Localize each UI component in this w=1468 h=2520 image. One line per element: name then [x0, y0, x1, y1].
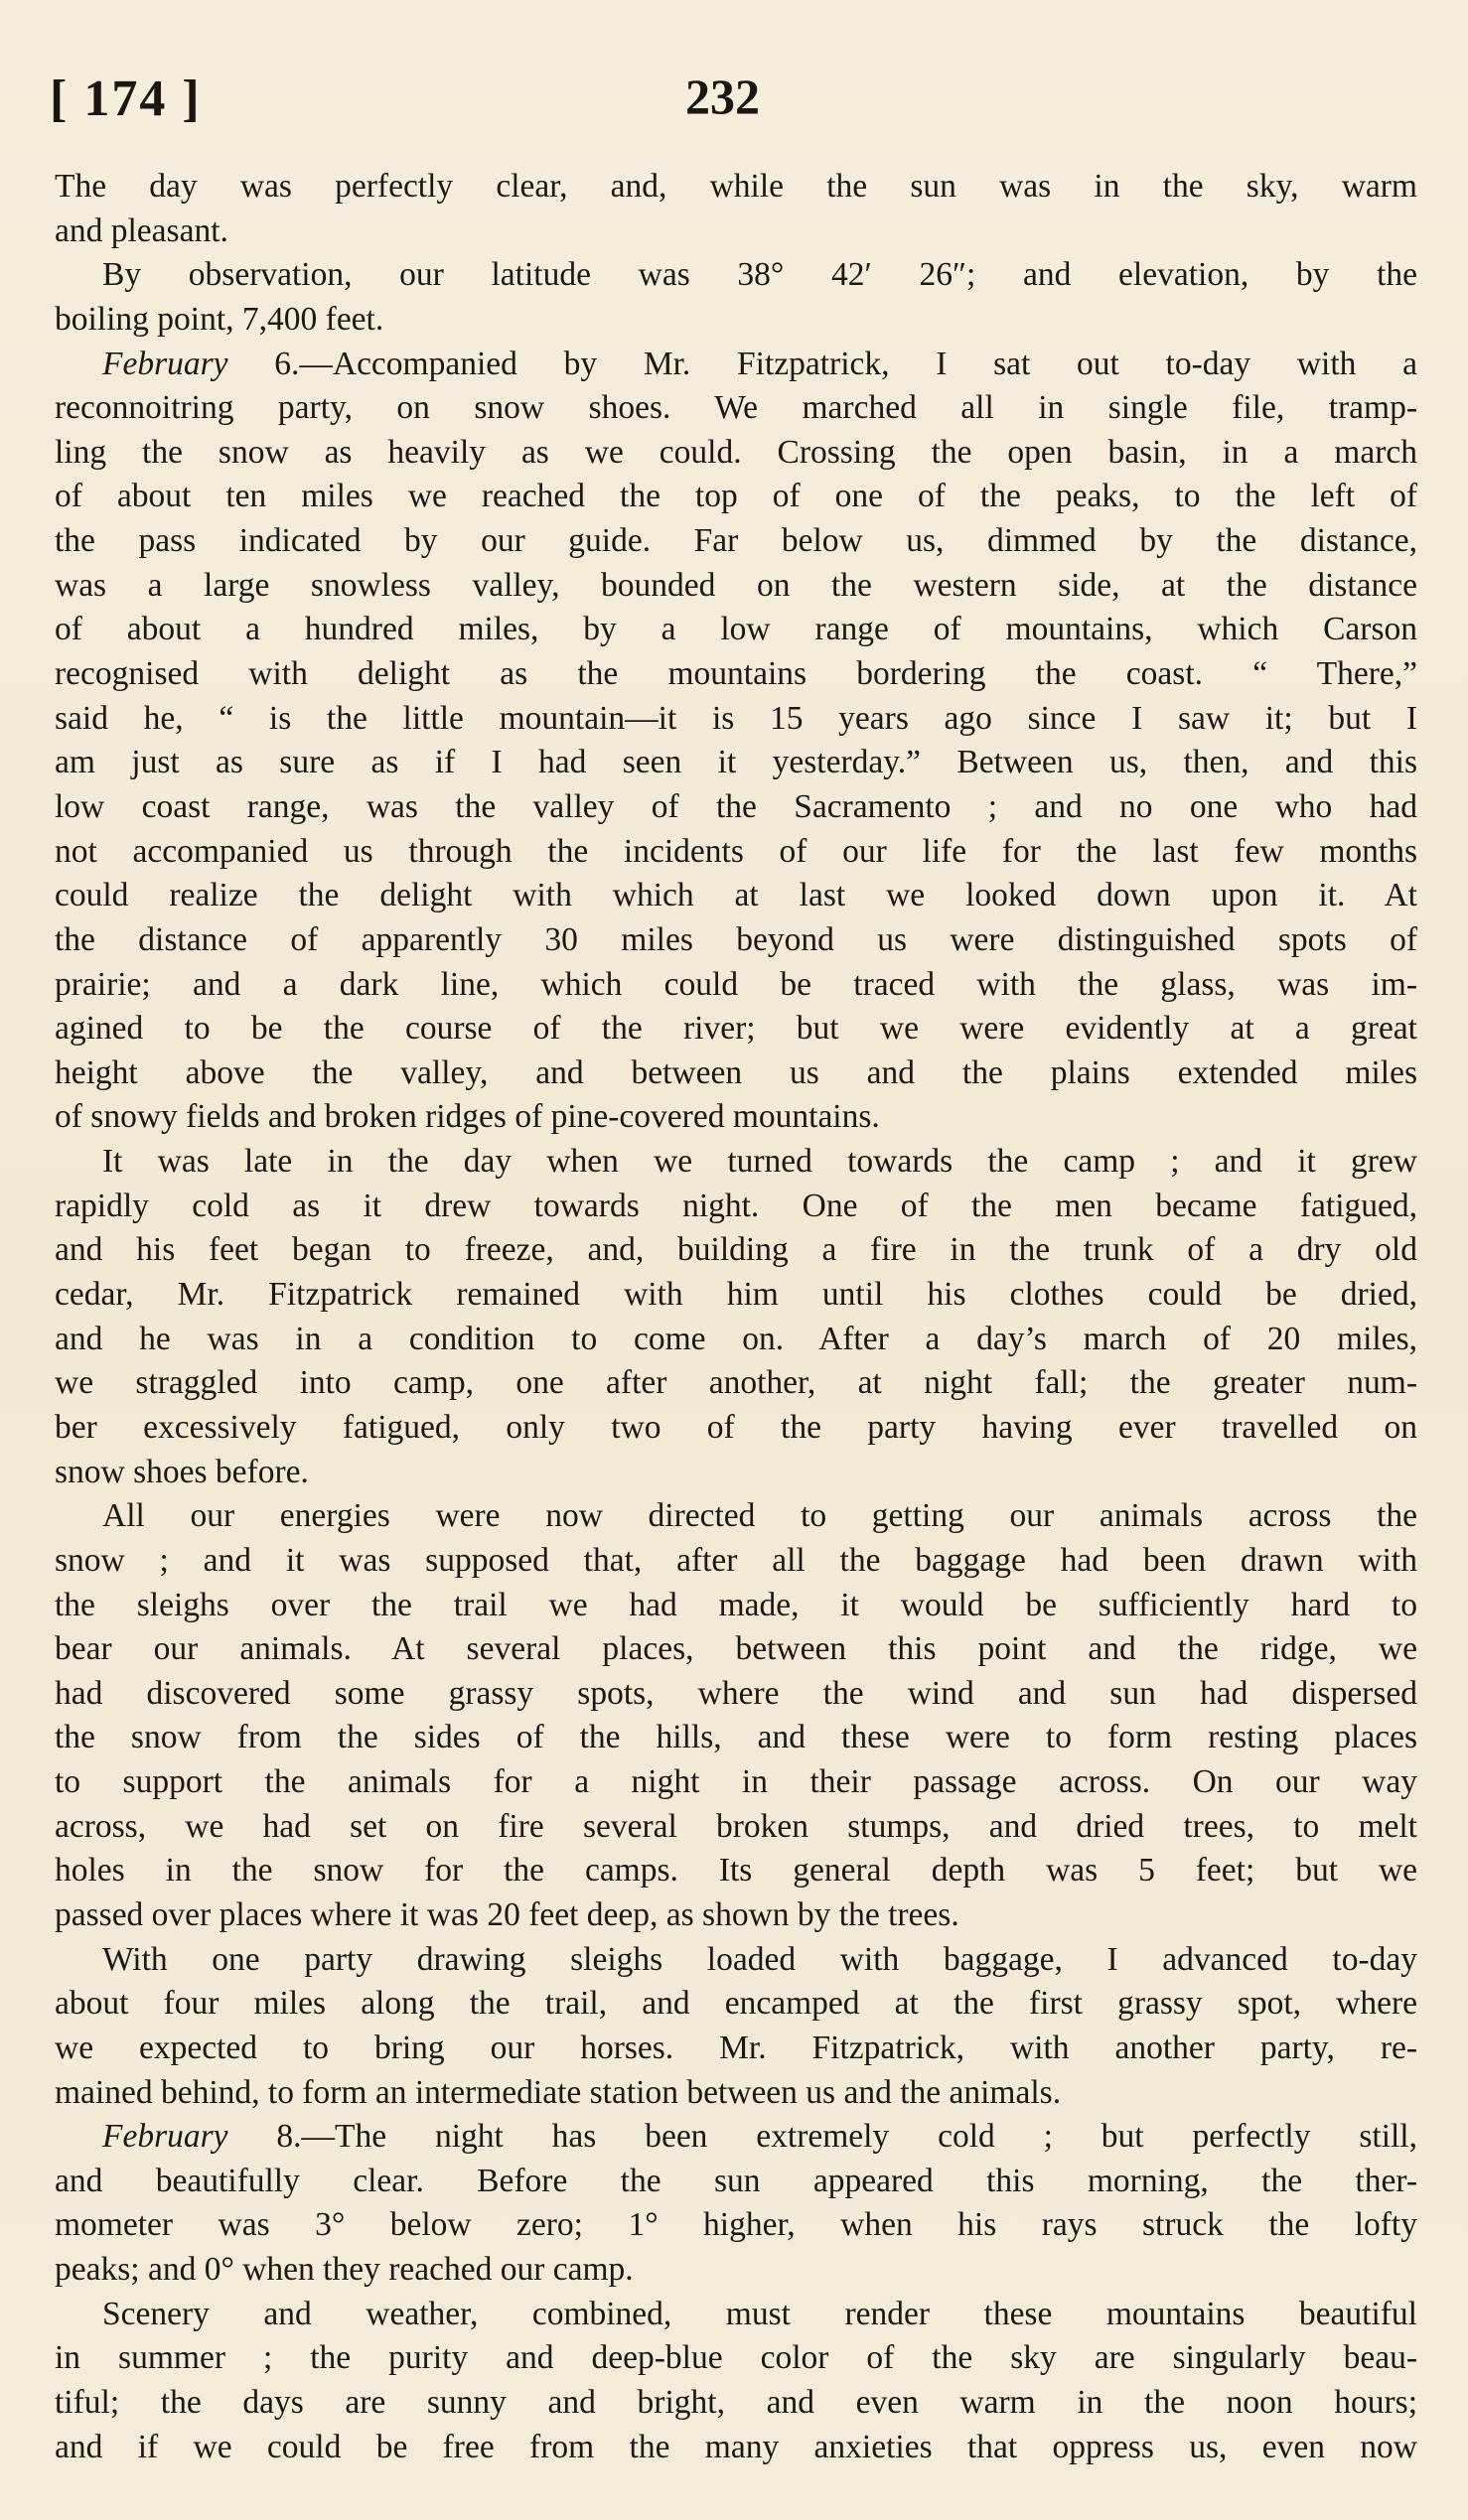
line-text: the pass indicated by our guide. Far below us, dimmed by the distance, — [55, 522, 1417, 560]
line-text: was a large snowless valley, bounded on the western side, at the distance — [55, 566, 1417, 604]
text-line — [55, 2426, 1417, 2470]
line-text: The day was perfectly clear, and, while the sun was in the sky, warm — [55, 168, 1417, 205]
line-text: and beautifully clear. Before the sun appeared this morning, the ther- — [55, 2162, 1417, 2199]
line-text: rapidly cold as it drew towards night. One of the men became fatigued, — [55, 1187, 1417, 1224]
text-line — [55, 210, 1417, 254]
text-line — [55, 1494, 1417, 1539]
text-line — [55, 1805, 1417, 1850]
text-line — [55, 386, 1417, 431]
line-text: and pleasant. — [55, 211, 228, 249]
text-line — [55, 564, 1417, 609]
line-text: Scenery and weather, combined, must render these mountains beautiful — [102, 2295, 1417, 2332]
line-text: mained behind, to form an intermediate station between us and the animals. — [55, 2073, 1062, 2111]
line-text: peaks; and 0° when they reached our camp. — [55, 2251, 634, 2289]
line-text: snow ; and it was supposed that, after all the baggage had been drawn with — [55, 1541, 1417, 1579]
line-text: could realize the delight with which at last we looked down upon it. At — [55, 877, 1417, 914]
line-text: the sleighs over the trail we had made, it would be sufficiently hard to — [55, 1586, 1417, 1623]
line-text: mometer was 3° below zero; 1° higher, when his rays struck the lofty — [55, 2206, 1417, 2244]
text-line — [55, 1273, 1417, 1318]
text-line — [55, 1982, 1417, 2027]
text-line — [55, 2381, 1417, 2426]
line-text: of about a hundred miles, by a low range of mountains, which Carson — [55, 611, 1417, 648]
line-text: holes in the snow for the camps. Its general depth was 5 feet; but we — [55, 1852, 1417, 1890]
line-text: recognised with delight as the mountains bordering the coast. “ There,” — [55, 655, 1417, 693]
line-text: bear our animals. At several places, between this point and the ridge, we — [55, 1630, 1417, 1668]
line-text: ber excessively fatigued, only two of the party having ever travelled on — [55, 1408, 1417, 1446]
text-line — [55, 2115, 1417, 2160]
text-line — [55, 475, 1417, 519]
line-text: snow shoes before. — [55, 1453, 309, 1490]
line-text: said he, “ is the little mountain—it is 15 years ago since I saw it; but I — [55, 699, 1417, 737]
date-heading: February — [102, 345, 228, 382]
text-line — [55, 652, 1417, 697]
text-line — [55, 343, 1417, 387]
text-line — [55, 1760, 1417, 1805]
text-line — [55, 1406, 1417, 1451]
text-line — [55, 2071, 1417, 2116]
text-line — [55, 697, 1417, 742]
line-text: across, we had set on fire several broken stumps, and dried trees, to melt — [55, 1807, 1417, 1845]
text-line — [55, 1627, 1417, 1672]
text-line — [55, 1095, 1417, 1140]
line-text: prairie; and a dark line, which could be traced with the glass, was im- — [55, 965, 1417, 1003]
line-text: By observation, our latitude was 38° 42′ 26″; and elevation, by the — [102, 256, 1417, 294]
page-header — [0, 70, 1468, 139]
line-text: of snowy fields and broken ridges of pine-covered mountains. — [55, 1098, 880, 1136]
text-line — [55, 1361, 1417, 1406]
line-text: passed over places where it was 20 feet deep, as shown by the trees. — [55, 1895, 959, 1933]
text-line — [55, 2248, 1417, 2293]
line-text: 8.—The night has been extremely cold ; but perfectly still, — [227, 2118, 1417, 2156]
line-text: height above the valley, and between us and the plains extended miles — [55, 1053, 1417, 1091]
text-line — [55, 1007, 1417, 1051]
text-line — [55, 519, 1417, 564]
line-text: the distance of apparently 30 miles beyond us were distinguished spots of — [55, 920, 1417, 958]
line-text: about four miles along the trail, and encamped at the first grassy spot, where — [55, 1985, 1417, 2023]
text-line — [55, 253, 1417, 298]
text-line — [55, 1451, 1417, 1495]
line-text: to support the animals for a night in their passage across. On our way — [55, 1763, 1417, 1801]
body-text — [55, 165, 1417, 2469]
line-text: had discovered some grassy spots, where the wind and sun had dispersed — [55, 1674, 1417, 1712]
text-line — [55, 431, 1417, 476]
text-line — [55, 1938, 1417, 1983]
text-line — [55, 785, 1417, 830]
line-text: of about ten miles we reached the top of one of the peaks, to the left of — [55, 478, 1417, 515]
text-line — [55, 1140, 1417, 1185]
text-line — [55, 1051, 1417, 1096]
line-text: All our energies were now directed to getting our animals across the — [102, 1497, 1417, 1535]
text-line — [55, 874, 1417, 918]
text-line — [55, 1539, 1417, 1584]
line-text: reconnoitring party, on snow shoes. We marched all in single file, tramp- — [55, 389, 1417, 427]
line-text: am just as sure as if I had seen it yesterday.” Between us, then, and this — [55, 744, 1417, 781]
line-text: 6.—Accompanied by Mr. Fitzpatrick, I sat out to-day with a — [227, 345, 1417, 382]
line-text: and his feet began to freeze, and, building a fire in the trunk of a dry old — [55, 1231, 1417, 1269]
text-line — [55, 1318, 1417, 1362]
page-number: 232 — [685, 69, 760, 124]
line-text: It was late in the day when we turned towards the camp ; and it grew — [102, 1143, 1417, 1181]
text-line — [55, 830, 1417, 875]
line-text: and he was in a condition to come on. After a day’s march of 20 miles, — [55, 1320, 1417, 1357]
line-text: ling the snow as heavily as we could. Crossing the open basin, in a march — [55, 433, 1417, 471]
text-line — [55, 2293, 1417, 2337]
text-line — [55, 2336, 1417, 2381]
text-line — [55, 1893, 1417, 1938]
bracketed-page-number: [ 174 ] — [50, 70, 202, 127]
text-line — [55, 1185, 1417, 1229]
line-text: With one party drawing sleighs loaded with baggage, I advanced to-day — [102, 1940, 1417, 1978]
line-text: in summer ; the purity and deep-blue color of the sky are singularly beau- — [55, 2339, 1417, 2377]
text-line — [55, 608, 1417, 652]
text-line — [55, 2027, 1417, 2071]
text-line — [55, 165, 1417, 210]
text-line — [55, 918, 1417, 963]
line-text: we expected to bring our horses. Mr. Fitzpatrick, with another party, re- — [55, 2029, 1417, 2066]
line-text: not accompanied us through the incidents of our life for the last few months — [55, 832, 1417, 870]
text-line — [55, 2160, 1417, 2204]
line-text: low coast range, was the valley of the Sacramento ; and no one who had — [55, 787, 1417, 825]
text-line — [55, 963, 1417, 1008]
line-text: tiful; the days are sunny and bright, and even warm in the noon hours; — [55, 2384, 1417, 2422]
text-line — [55, 1716, 1417, 1760]
line-text: and if we could be free from the many anxieties that oppress us, even now — [55, 2428, 1417, 2465]
line-text: agined to be the course of the river; but we were evidently at a great — [55, 1010, 1417, 1048]
line-text: cedar, Mr. Fitzpatrick remained with him until his clothes could be dried, — [55, 1276, 1417, 1314]
text-line — [55, 2203, 1417, 2248]
text-line — [55, 741, 1417, 785]
date-heading: February — [102, 2118, 228, 2156]
text-line — [55, 1672, 1417, 1717]
line-text: we straggled into camp, one after another, at night fall; the greater num- — [55, 1364, 1417, 1402]
text-line — [55, 298, 1417, 343]
text-line — [55, 1584, 1417, 1628]
line-text: the snow from the sides of the hills, and these were to form resting places — [55, 1719, 1417, 1756]
text-line — [55, 1849, 1417, 1893]
line-text: boiling point, 7,400 feet. — [55, 300, 384, 338]
text-line — [55, 1228, 1417, 1273]
